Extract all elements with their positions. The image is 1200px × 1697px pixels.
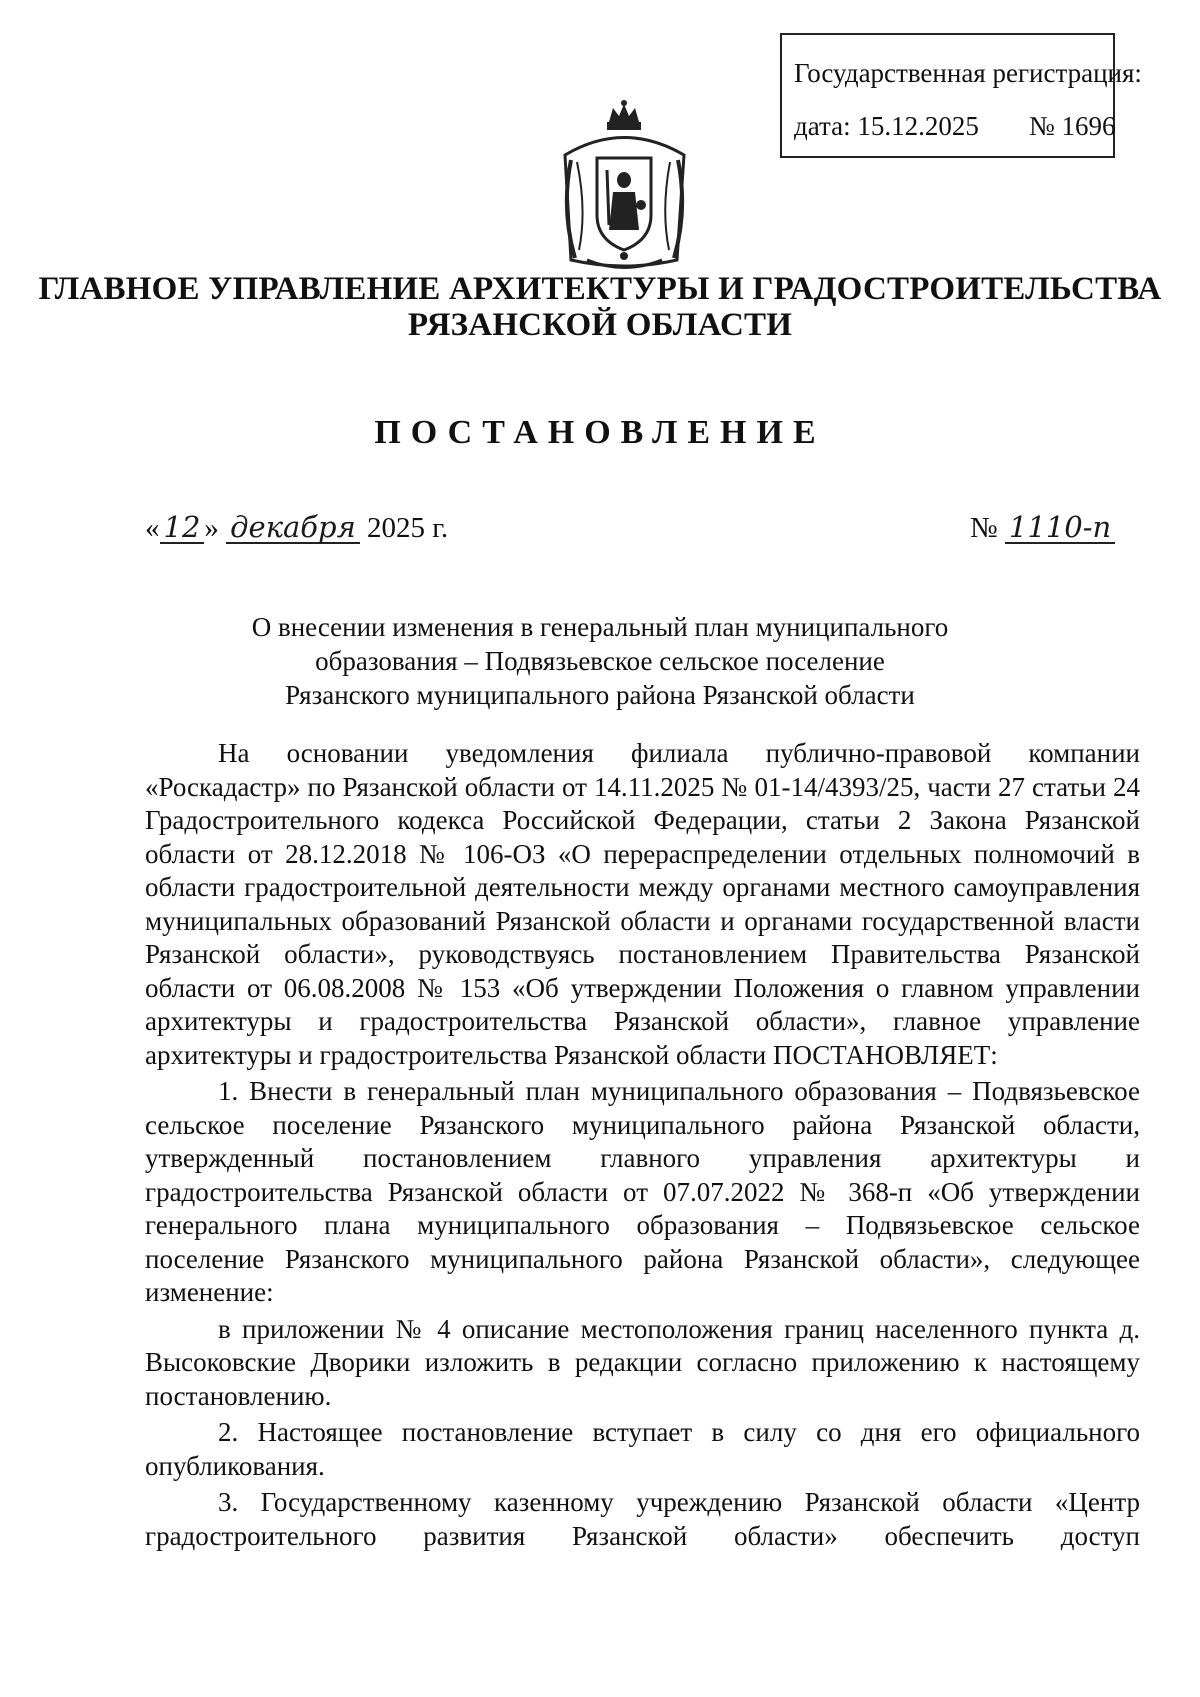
organization-title-line-2: РЯЗАНСКОЙ ОБЛАСТИ — [407, 307, 793, 343]
registration-number: № 1696 — [1029, 111, 1116, 141]
organization-title-line-1: ГЛАВНОЕ УПРАВЛЕНИЕ АРХИТЕКТУРЫ И ГРАДОСТРОИТЕЛЬСТВА — [38, 271, 1162, 307]
registration-title: Государственная регистрация: — [794, 58, 1142, 88]
number-handwritten: 1110-п — [1005, 512, 1115, 544]
clause-1-paragraph: 1. Внести в генеральный план муниципального образования – Подвязьевское сельское поселение Рязанского муниципального района Рязанской области, утвержденный постановлением главного управления архитектуры и градостроительства Рязанской области от 07.07.2022 № 368-п «Об утверждении генерального плана муниципального образования – Подвязьевское сельское поселение Рязанского муниципального района Рязанской области», следующее изменение: — [145, 1076, 1140, 1307]
date-day-handwritten: 12 — [160, 512, 205, 544]
clause-3-paragraph: 3. Государственному казенному учреждению Рязанской области «Центр градостроительного развития Рязанской области» обеспечить доступ — [145, 1487, 1140, 1551]
preamble-paragraph: На основании уведомления филиала публично-правовой компании «Роскадастр» по Рязанской области от 14.11.2025 № 01-14/4393/25, части 27 статьи 24 Градостроительного кодекса Российской Федерации, статьи 2 Закона Рязанской области от 28.12.2018 № 106-ОЗ «О перераспределении отдельных полномочий в области градостроительной деятельности между органами местного самоуправления муниципальных образований Рязанской области и органами государственной власти Рязанской области», руководствуясь постановлением Правительства Рязанской области от 06.08.2008 № 153 «Об утверждении Положения о главном управлении архитектуры и градостроительства Рязанской области», главное управление архитектуры и градостроительства Рязанской области ПОСТАНОВЛЯЕТ: — [145, 738, 1140, 1070]
document-date: « 12 » декабря 2025 г. — [145, 510, 449, 544]
document-body — [145, 737, 1140, 1553]
subject-line-1: О внесении изменения в генеральный план муниципального — [251, 612, 949, 642]
number-sign: № — [970, 512, 998, 544]
date-year: 2025 г. — [367, 512, 449, 544]
subject-line-3: Рязанского муниципального района Рязанской области — [285, 680, 915, 710]
clause-2-paragraph: 2. Настоящее постановление вступает в силу со дня его официального опубликования. — [145, 1417, 1140, 1481]
coat-of-arms-icon — [557, 100, 692, 275]
registration-stamp — [780, 33, 1142, 158]
clause-1-subparagraph: в приложении № 4 описание местоположения границ населенного пункта д. Высоковские Дворики изложить в редакции согласно приложению к настоящему постановлению. — [145, 1313, 1140, 1411]
date-month-handwritten: декабря — [226, 512, 360, 544]
document-type-heading: ПОСТАНОВЛЕНИЕ — [374, 414, 826, 451]
registration-date: дата: 15.12.2025 — [794, 111, 979, 141]
document-subject — [0, 610, 1200, 712]
document-number — [970, 512, 1115, 545]
subject-line-2: образования – Подвязьевское сельское поселение — [315, 646, 885, 676]
